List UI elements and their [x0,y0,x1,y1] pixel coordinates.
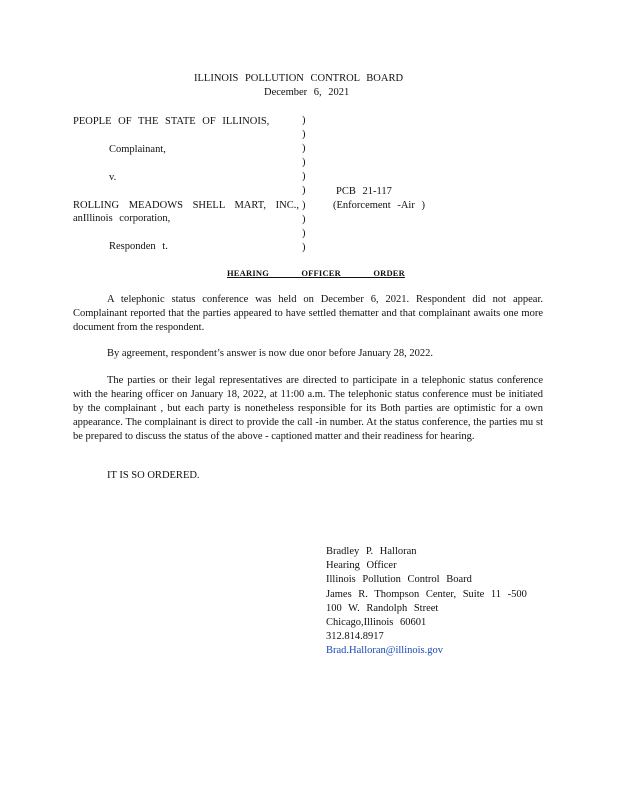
paren: ) [302,171,306,183]
paren: ) [302,143,306,155]
paragraph-status [73,293,543,335]
caption-parens [302,114,306,255]
board-name: ILLINOIS POLLUTION CONTROL BOARD [194,73,404,84]
signer-name: Bradley P. Halloran [326,546,417,557]
case-type: (Enforcement -Air ) [333,200,425,211]
paragraph-text: The parties or their legal representatives are directed to participate in a telephonic status conference with the hearing officer on January 18, 2022, at 11:00 a.m. The telephonic status conference must be initiated by the complainant , but each party is nonetheless responsible for its Both parties are optimistic for a own appearance. The complainant is direct to provide the call -in number. At the status conference, the parties mu st be prepared to discuss the status of the above - captioned matter and their readiness for hearing. [73,375,543,442]
signer-phone: 312.814.8917 [326,631,384,643]
paragraph-ordered [73,469,543,483]
paragraph-text: IT IS SO ORDERED. [107,470,200,481]
paren: ) [302,115,306,126]
order-date: December 6, 2021 [264,87,350,98]
paragraph-conference [73,374,543,444]
respondent-name: ROLLING MEADOWS SHELL MART, INC., [73,200,299,211]
paragraph-answer [73,347,543,361]
order-title: HEARING OFFICER ORDER [227,268,406,278]
paren: ) [302,199,306,211]
signer-city: Chicago,Illinois 60601 [326,617,427,629]
versus-label: v. [109,172,117,183]
signature-block [326,545,527,659]
complainant-role: Complainant, [109,144,166,155]
paragraph-text: By agreement, respondent’s answer is now due onor before January 28, 2022. [107,348,433,359]
signer-address-line2: 100 W. Randolph Street [326,602,439,614]
paragraph-text: A telephonic status conference was held on December 6, 2021. Respondent did not appear. Complainant reported that the parties appeared to have settled thematter and that complainant awaits one more document from the respondent. [73,294,543,333]
paren: ) [302,185,306,197]
paren: ) [302,129,306,141]
paren: ) [302,213,306,225]
signer-email-link[interactable]: Brad.Halloran@illinois.gov [326,645,443,657]
signer-address-line1: James R. Thompson Center, Suite 11 -500 [326,588,527,600]
respondent-role: Responden t. [109,241,168,252]
signer-title: Hearing Officer [326,560,397,572]
complainant-name: PEOPLE OF THE STATE OF ILLINOIS, [73,116,270,127]
signer-agency: Illinois Pollution Control Board [326,574,472,586]
paren: ) [302,241,306,253]
paren: ) [302,157,306,169]
case-number: PCB 21-117 [336,186,392,197]
respondent-description: anIllinois corporation, [73,213,171,224]
paren: ) [302,227,306,239]
